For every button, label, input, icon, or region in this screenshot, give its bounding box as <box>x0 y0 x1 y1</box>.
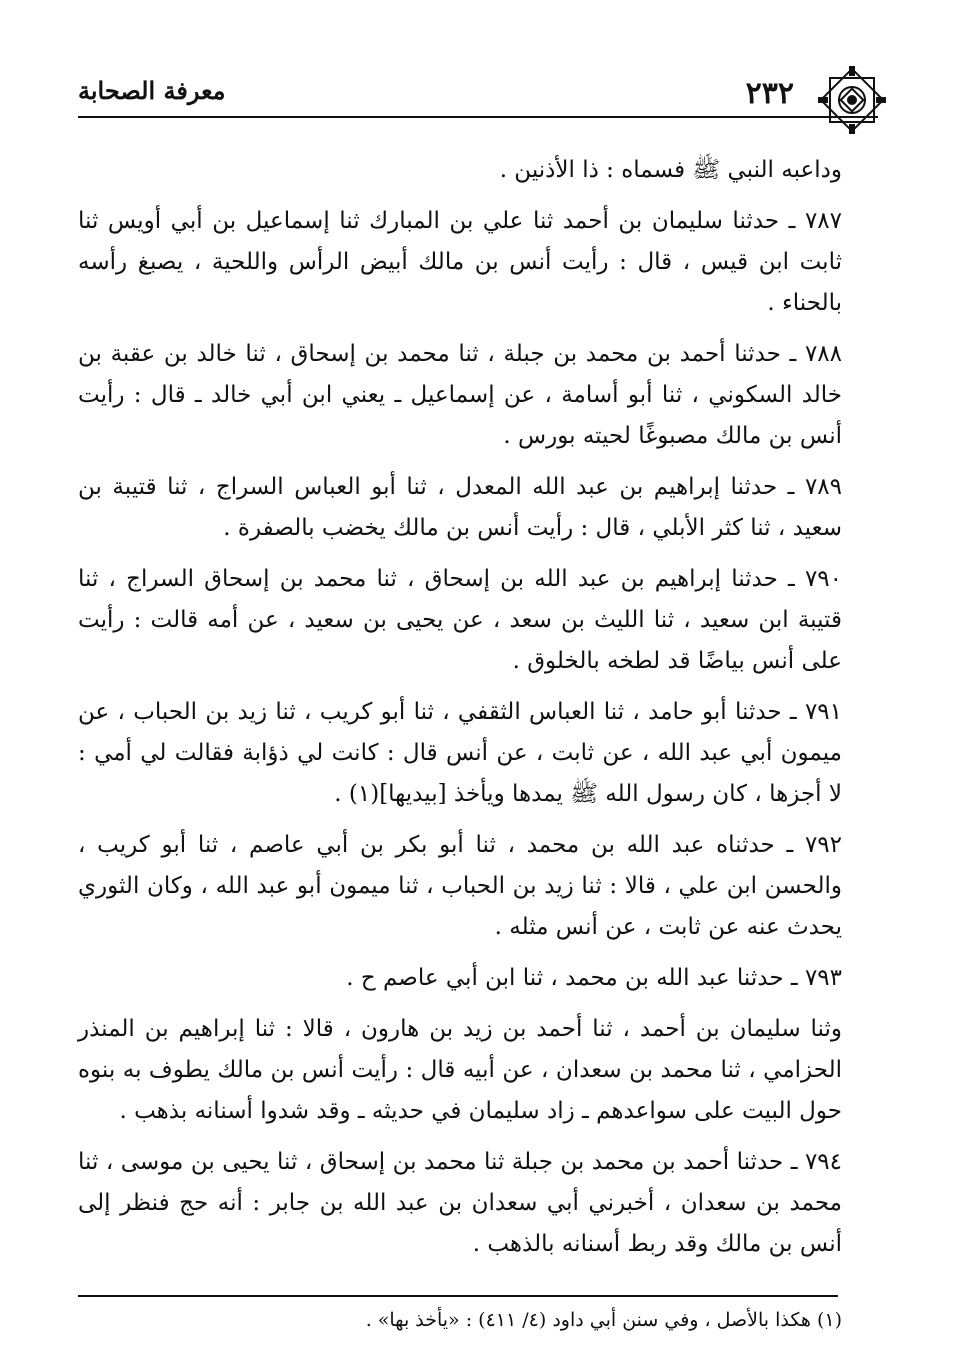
hadith-787: ٧٨٧ ـ حدثنا سليمان بن أحمد ثنا علي بن المبارك ثنا إسماعيل بن أبي أويس ثنا ثابت ابن قيس ، قال : رأيت أنس بن مالك أبيض الرأس واللحية ، يصبغ رأسه بالحناء . <box>78 208 842 316</box>
hadith-793: ٧٩٣ ـ حدثنا عبد الله بن محمد ، ثنا ابن أبي عاصم ح . <box>346 965 842 991</box>
page-number: ٢٣٢ <box>745 76 794 111</box>
hadith-792: ٧٩٢ ـ حدثناه عبد الله بن محمد ، ثنا أبو بكر بن أبي عاصم ، ثنا أبو كريب ، والحسن ابن علي ، قالا : ثنا زيد بن الحباب ، ثنا ميمون أبو عبد الله ، وكان الثوري يحدث عنه عن ثابت ، عن أنس مثله . <box>78 832 842 940</box>
hadith-788: ٧٨٨ ـ حدثنا أحمد بن محمد بن جبلة ، ثنا محمد بن إسحاق ، ثنا خالد بن عقبة بن خالد السكوني ، ثنا أبو أسامة ، عن إسماعيل ـ يعني ابن أبي خالد ـ قال : رأيت أنس بن مالك مصبوغًا لحيته بورس . <box>78 341 842 449</box>
octagonal-star-ornament-icon <box>816 64 888 136</box>
hadith-794: ٧٩٤ ـ حدثنا أحمد بن محمد بن جبلة ثنا محمد بن إسحاق ، ثنا يحيى بن موسى ، ثنا محمد بن سعدان ، أخبرني أبي سعدان بن عبد الله بن جابر : أنه حج فنظر إلى أنس بن مالك وقد ربط أسنانه بالذهب . <box>78 1149 842 1257</box>
hadith-791: ٧٩١ ـ حدثنا أبو حامد ، ثنا العباس الثقفي ، ثنا أبو كريب ، ثنا زيد بن الحباب ، عن ميمون أبي عبد الله ، عن ثابت ، عن أنس قال : كانت لي ذؤابة فقالت لي أمي : لا أجزها ، كان رسول الله ﷺ يمدها ويأخذ [بيديها](١) . <box>78 699 842 807</box>
hadith-790: ٧٩٠ ـ حدثنا إبراهيم بن عبد الله بن إسحاق ، ثنا محمد بن إسحاق السراج ، ثنا قتيبة ابن سعيد ، ثنا الليث بن سعد ، عن يحيى بن سعيد ، عن أمه قالت : رأيت على أنس بياضًا قد لطخه بالخلوق . <box>78 566 842 674</box>
body-text <box>78 150 842 1275</box>
hadith-793-continued: وثنا سليمان بن أحمد ، ثنا أحمد بن زيد بن هارون ، قالا : ثنا إبراهيم بن المنذر الحزامي ، ثنا محمد بن سعدان ، عن أبيه قال : رأيت أنس بن مالك يطوف به بنوه حول البيت على سواعدهم ـ زاد سليمان في حديثه ـ وقد شدوا أسنانه بذهب . <box>78 1016 842 1124</box>
page-header <box>78 70 878 118</box>
footnote-rule <box>78 1295 838 1297</box>
footnote: (١) هكذا بالأصل ، وفي سنن أبي داود (٤/ ٤١١) : «يأخذ بها» . <box>365 1309 842 1331</box>
running-title: معرفة الصحابة <box>78 76 226 105</box>
header-rule <box>78 116 878 118</box>
hadith-789: ٧٨٩ ـ حدثنا إبراهيم بن عبد الله المعدل ، ثنا أبو العباس السراج ، ثنا قتيبة بن سعيد ، ثنا كثر الأبلي ، قال : رأيت أنس بن مالك يخضب بالصفرة . <box>78 474 842 541</box>
paragraph: وداعبه النبي ﷺ فسماه : ذا الأذنين . <box>499 157 842 183</box>
